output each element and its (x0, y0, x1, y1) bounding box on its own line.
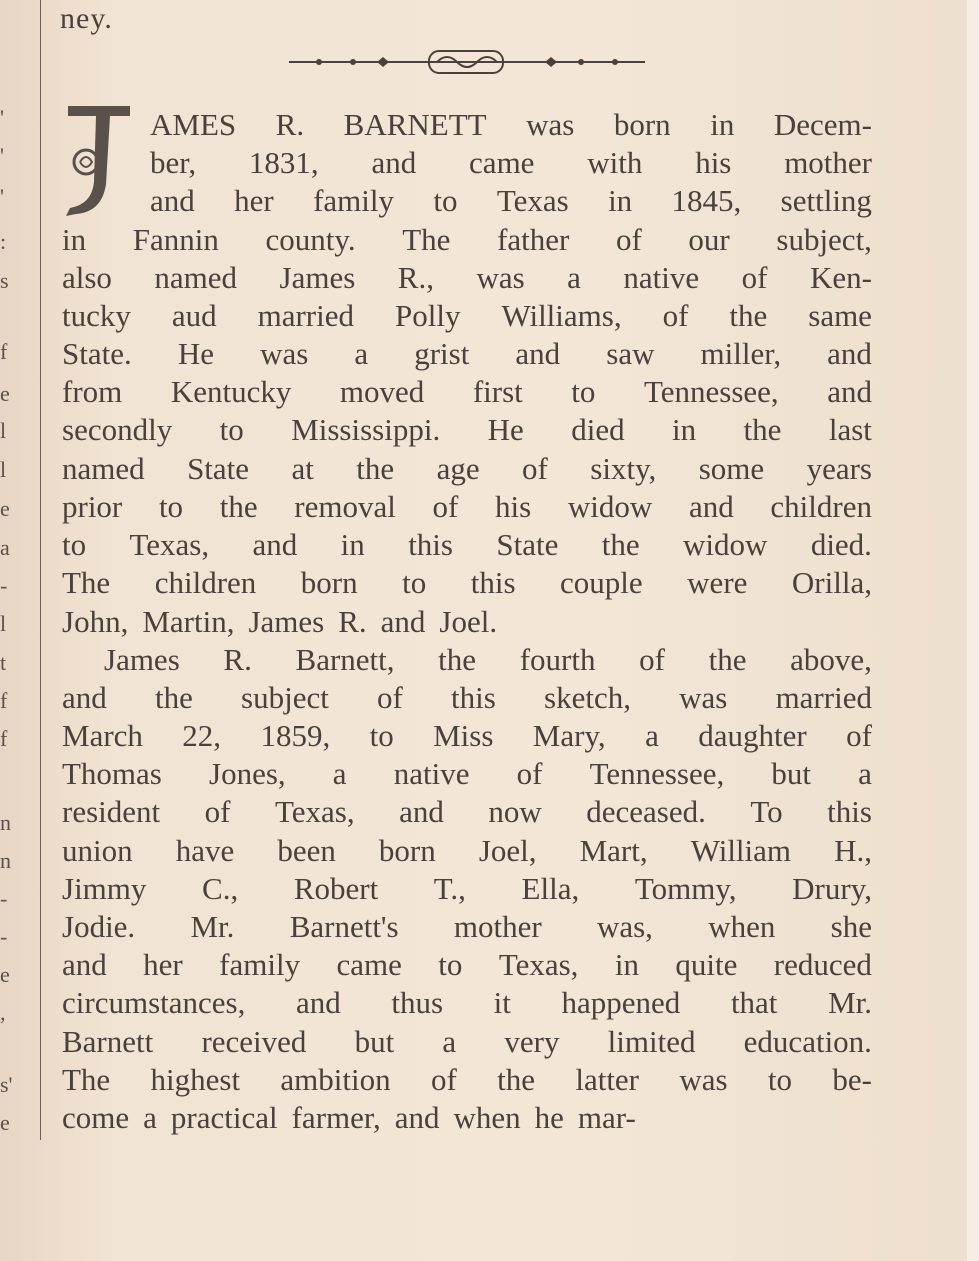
word: moved (339, 374, 425, 409)
word: now (488, 794, 542, 829)
word: widow (567, 489, 653, 524)
word: John, (62, 604, 129, 639)
margin-fragment: s' (0, 1072, 13, 1097)
word: James (248, 604, 325, 639)
text-line (62, 984, 872, 1022)
text-line (62, 946, 872, 984)
word: received (201, 1024, 307, 1059)
word: and (295, 985, 341, 1020)
margin-fragment: f (0, 726, 8, 751)
word: State. (62, 336, 132, 371)
word: was (476, 260, 525, 295)
text-line (62, 832, 872, 870)
word: Jodie. (62, 909, 136, 944)
text-line (150, 144, 872, 182)
word: of (639, 642, 665, 677)
word: at (291, 451, 314, 486)
text-line (62, 603, 872, 641)
word: circumstances, (62, 985, 246, 1020)
word: with (587, 145, 643, 180)
word: born (300, 565, 358, 600)
word: it (493, 985, 511, 1020)
drop-cap-letter (62, 104, 134, 222)
word: in (672, 412, 697, 447)
word: deceased. (586, 794, 706, 829)
word: the (356, 451, 395, 486)
word: Drury, (792, 871, 872, 906)
word: some (698, 451, 765, 486)
word: Jimmy (62, 871, 147, 906)
word: a (645, 718, 659, 753)
word: been (277, 833, 336, 868)
previous-paragraph-fragment: ney. (60, 2, 113, 35)
word: H., (834, 833, 872, 868)
word: Ella, (521, 871, 580, 906)
word: R. (223, 642, 252, 677)
word: to (433, 183, 458, 218)
word: of (615, 222, 642, 257)
word: couple (560, 565, 643, 600)
word: her (143, 947, 183, 982)
word: came (469, 145, 535, 180)
word: Ken- (809, 260, 872, 295)
word: was (526, 107, 575, 142)
word: first (472, 374, 523, 409)
text-line (62, 679, 872, 717)
word: secondly (62, 412, 173, 447)
word: of (432, 489, 459, 524)
word: and (62, 947, 107, 982)
word: the (743, 412, 782, 447)
word: State (187, 451, 250, 486)
margin-fragment: l (0, 457, 7, 482)
margin-fragment: - (0, 924, 8, 949)
text-line (62, 717, 872, 755)
word: the (601, 527, 640, 562)
word: to (369, 718, 394, 753)
word: mar- (577, 1100, 636, 1135)
word: of (204, 794, 231, 829)
word: come (62, 1100, 130, 1135)
word: same (808, 298, 872, 333)
word: practical (170, 1100, 278, 1135)
word: that (730, 985, 778, 1020)
word: quite (675, 947, 738, 982)
word: R. (338, 604, 367, 639)
word: Tennessee, (643, 374, 779, 409)
page-edge (967, 0, 979, 1261)
word: from (62, 374, 123, 409)
word: The (62, 565, 111, 600)
word: to (402, 565, 427, 600)
margin-fragment: f (0, 339, 8, 364)
word: have (175, 833, 235, 868)
margin-fragment: - (0, 573, 8, 598)
svg-text:J: J (100, 169, 101, 171)
word: age (436, 451, 480, 486)
word: Joel, (478, 833, 537, 868)
word: was (260, 336, 309, 371)
word: settling (780, 183, 872, 218)
word: Barnett, (295, 642, 395, 677)
word: removal (294, 489, 396, 524)
margin-fragment: - (0, 886, 8, 911)
text-line (150, 182, 872, 220)
word: Mr. (190, 909, 235, 944)
word: died (571, 412, 625, 447)
word: limited (607, 1024, 696, 1059)
word: the (219, 489, 258, 524)
word: and (62, 680, 107, 715)
word: Orilla, (791, 565, 872, 600)
word: prior (62, 489, 123, 524)
margin-fragment: t (0, 650, 7, 675)
word: Decem- (773, 107, 872, 142)
word: farmer, (291, 1100, 381, 1135)
word: Mary, (532, 718, 606, 753)
word: reduced (773, 947, 872, 982)
word: the (729, 298, 768, 333)
margin-fragment: l (0, 418, 7, 443)
word: this (827, 794, 872, 829)
text-line (62, 373, 872, 411)
word: Texas, (129, 527, 210, 562)
word: in (710, 107, 735, 142)
word: came (336, 947, 402, 982)
word: Texas (496, 183, 569, 218)
word: R. (275, 107, 305, 142)
word: family (313, 183, 394, 218)
word: his (695, 145, 732, 180)
text-line (62, 450, 872, 488)
word: aud (171, 298, 217, 333)
word: she (830, 909, 872, 944)
word: but (771, 756, 812, 791)
text-line (62, 564, 872, 602)
word: subject, (776, 222, 872, 257)
word: sixty, (590, 451, 657, 486)
word: education. (743, 1024, 872, 1059)
word: fourth (519, 642, 596, 677)
word: Texas, (498, 947, 579, 982)
word: in (340, 527, 365, 562)
word: and (252, 527, 298, 562)
word: a (442, 1024, 457, 1059)
word: was (679, 1062, 728, 1097)
word: a (354, 336, 369, 371)
word: James (104, 642, 180, 677)
word: when (708, 909, 776, 944)
margin-fragment: e (0, 962, 10, 987)
word: named (62, 451, 145, 486)
word: he (534, 1100, 564, 1135)
word: and (688, 489, 734, 524)
word: Martin, (142, 604, 235, 639)
word: BARNETT (343, 107, 487, 142)
margin-fragment: f (0, 688, 8, 713)
word: county. (265, 222, 356, 257)
text-line (104, 641, 872, 679)
word: of (662, 298, 689, 333)
word: a (858, 756, 872, 791)
word: to (767, 1062, 793, 1097)
word: T., (433, 871, 466, 906)
word: 22, (182, 718, 222, 753)
word: Texas, (274, 794, 355, 829)
word: Polly (394, 298, 461, 333)
margin-fragment: a (0, 535, 10, 560)
text-line (62, 793, 872, 831)
text-line (62, 221, 872, 259)
word: mother (453, 909, 542, 944)
word: ber, (150, 145, 197, 180)
text-line (150, 106, 872, 144)
text-line (62, 526, 872, 564)
word: and (371, 145, 417, 180)
word: when (453, 1100, 521, 1135)
word: above, (790, 642, 872, 677)
word: 1845, (671, 183, 742, 218)
margin-fragment: e (0, 496, 10, 521)
word: father (497, 222, 570, 257)
word: To (750, 794, 783, 829)
word: Barnett's (289, 909, 399, 944)
word: latter (575, 1062, 640, 1097)
word: 1831, (248, 145, 319, 180)
word: children (770, 489, 872, 524)
text-line (62, 259, 872, 297)
word: and (827, 374, 872, 409)
word: the (708, 642, 747, 677)
word: but (354, 1024, 395, 1059)
word: highest (150, 1062, 241, 1097)
margin-fragment: ' (0, 105, 4, 130)
word: his (495, 489, 532, 524)
word: were (687, 565, 748, 600)
word: and (380, 604, 426, 639)
word: Williams, (501, 298, 622, 333)
word: of (516, 756, 543, 791)
word: happened (561, 985, 681, 1020)
margin-fragment: : (0, 229, 7, 254)
text-line (62, 870, 872, 908)
word: and (399, 794, 444, 829)
word: The (402, 222, 451, 257)
word: He (177, 336, 214, 371)
text-line (62, 1061, 872, 1099)
margin-fragment: ' (0, 184, 4, 209)
word: this (470, 565, 516, 600)
margin-fragment: , (0, 1000, 6, 1025)
word: The (62, 1062, 111, 1097)
word: thus (391, 985, 444, 1020)
word: ambition (280, 1062, 391, 1097)
word: family (219, 947, 301, 982)
word: born (378, 833, 436, 868)
word: born (613, 107, 671, 142)
word: native (623, 260, 700, 295)
ornamental-divider (287, 44, 647, 80)
word: Barnett (62, 1024, 154, 1059)
word: Robert (293, 871, 379, 906)
word: to (62, 527, 87, 562)
word: Mr. (828, 985, 872, 1020)
word: and (150, 183, 195, 218)
word: miller, (700, 336, 782, 371)
word: and (827, 336, 872, 371)
word: C., (202, 871, 239, 906)
margin-fragment: l (0, 611, 7, 636)
word: to (158, 489, 184, 524)
word: to (219, 412, 244, 447)
word: her (234, 183, 274, 218)
word: was (679, 680, 728, 715)
word: of (741, 260, 768, 295)
word: last (828, 412, 872, 447)
word: and (515, 336, 561, 371)
word: AMES (150, 107, 237, 142)
word: Mississippi. (291, 412, 441, 447)
word: the (497, 1062, 535, 1097)
word: of (377, 680, 403, 715)
margin-fragment: n (0, 848, 11, 873)
word: William (690, 833, 792, 868)
word: a (143, 1100, 157, 1135)
word: a (332, 756, 347, 791)
word: a (567, 260, 581, 295)
word: this (408, 527, 453, 562)
word: Tennessee, (589, 756, 725, 791)
text-line (62, 755, 872, 793)
margin-fragment: n (0, 810, 11, 835)
word: of (846, 718, 872, 753)
text-line (62, 335, 872, 373)
word: Miss (433, 718, 494, 753)
column-rule (40, 0, 41, 1140)
word: subject (241, 680, 329, 715)
word: grist (414, 336, 470, 371)
margin-fragment: s (0, 268, 9, 293)
word: widow (683, 527, 768, 562)
word: resident (62, 794, 161, 829)
word: daughter (698, 718, 807, 753)
word: in (608, 183, 633, 218)
word: in (62, 222, 87, 257)
word: died. (810, 527, 872, 562)
word: Fannin (132, 222, 219, 257)
word: native (393, 756, 470, 791)
text-line (62, 1099, 872, 1137)
word: our (688, 222, 730, 257)
word: Jones, (209, 756, 286, 791)
word: of (430, 1062, 457, 1097)
word: Kentucky (170, 374, 292, 409)
margin-fragment: ' (0, 143, 4, 168)
word: was, (596, 909, 653, 944)
text-line (62, 908, 872, 946)
word: tucky (62, 298, 131, 333)
word: also (62, 260, 112, 295)
word: in (614, 947, 639, 982)
text-line (62, 488, 872, 526)
word: He (487, 412, 524, 447)
word: March (62, 718, 143, 753)
word: to (571, 374, 596, 409)
word: James (279, 260, 356, 295)
text-line (62, 1023, 872, 1061)
word: mother (784, 145, 872, 180)
word: Thomas (62, 756, 162, 791)
margin-fragment: e (0, 1110, 10, 1135)
word: the (154, 680, 193, 715)
word: Mart, (579, 833, 648, 868)
word: union (62, 833, 133, 868)
word: to (438, 947, 463, 982)
word: sketch, (544, 680, 631, 715)
text-line (62, 411, 872, 449)
word: married (775, 680, 872, 715)
word: Joel. (439, 604, 498, 639)
word: children (154, 565, 257, 600)
word: R., (397, 260, 434, 295)
word: 1859, (260, 718, 331, 753)
word: be- (832, 1062, 872, 1097)
word: of (522, 451, 548, 486)
word: and (394, 1100, 440, 1135)
margin-fragment: e (0, 381, 10, 406)
word: named (154, 260, 238, 295)
word: Tommy, (634, 871, 737, 906)
word: the (438, 642, 477, 677)
word: this (451, 680, 496, 715)
word: saw (606, 336, 655, 371)
word: State (496, 527, 559, 562)
word: married (257, 298, 354, 333)
word: years (806, 451, 872, 486)
text-line (62, 297, 872, 335)
word: very (504, 1024, 560, 1059)
